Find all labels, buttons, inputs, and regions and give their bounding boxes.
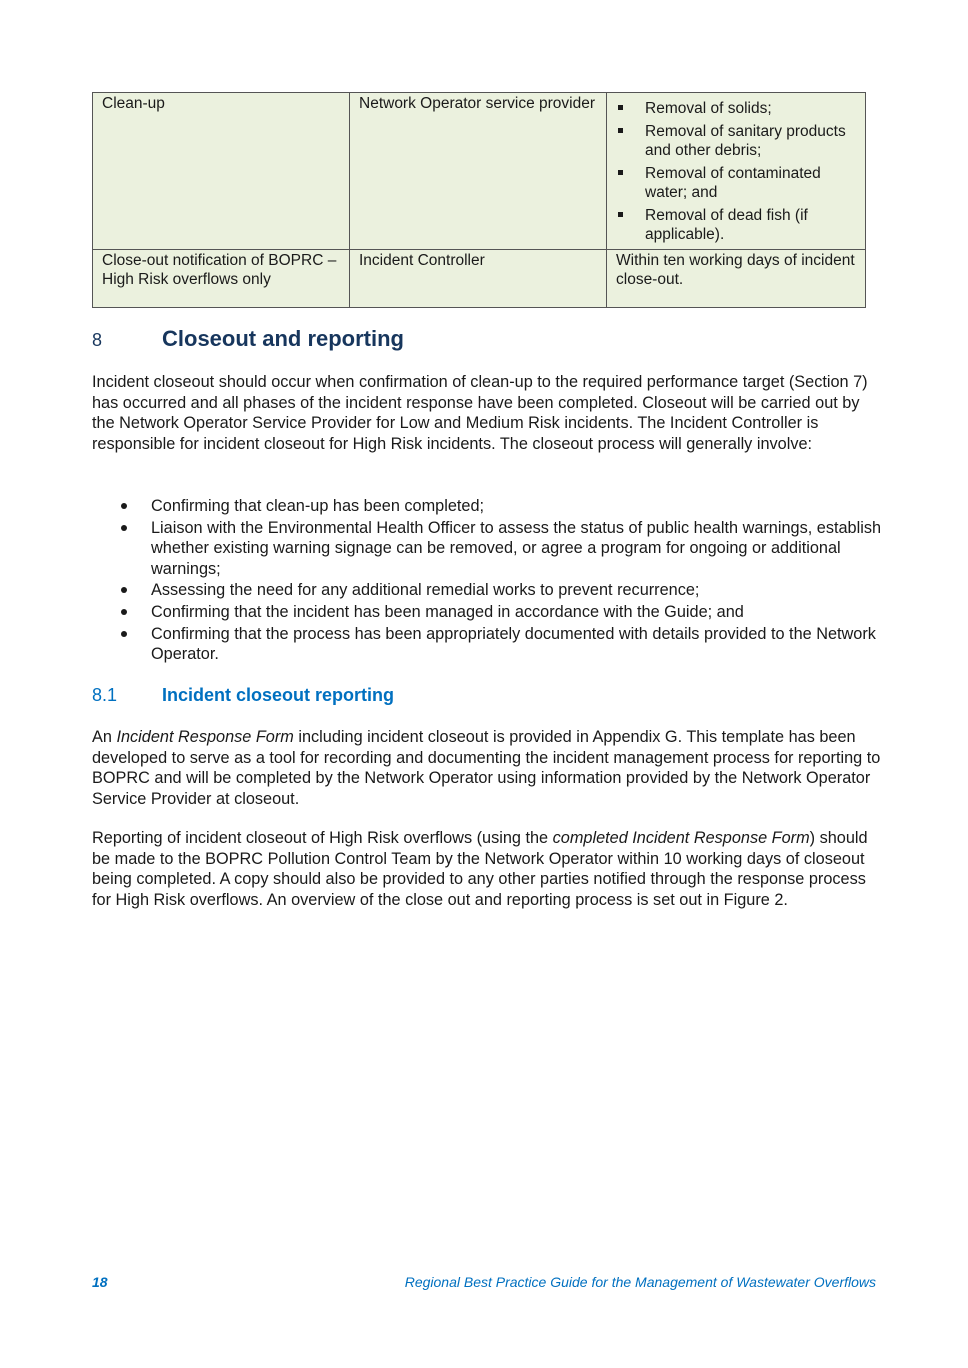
list-item: Removal of sanitary products and other debris; — [616, 122, 856, 160]
bullet-icon — [121, 631, 127, 637]
table-cell-responsibility: Network Operator service provider — [350, 93, 607, 250]
subsection-heading — [92, 685, 394, 706]
appendix-paragraph: An Incident Response Form including incident closeout is provided in Appendix G. This template has been developed to serve as a tool for recording and documenting the incident management process for reporting to BOPRC and will be completed by the Network Operator using information provided by the Network Operator Service Provider at closeout. — [92, 728, 881, 808]
requirement-list — [616, 99, 856, 244]
page-number: 18 — [92, 1274, 108, 1290]
table-row — [93, 250, 866, 308]
square-bullet-icon — [618, 128, 623, 133]
section-heading — [92, 326, 404, 352]
section-number: 8 — [92, 330, 103, 350]
section-title: Closeout and reporting — [162, 326, 404, 351]
table-cell-task: Clean-up — [93, 93, 350, 250]
intro-paragraph: Incident closeout should occur when confirmation of clean-up to the required performance target (Section 7) has occurred and all phases of the incident response have been completed. Closeout will be carried out by the Network Operator Service Provider for Low and Medium Risk incidents. The Incident Controller is responsible for incident closeout for High Risk incidents. The closeout process will generally involve: — [92, 373, 868, 453]
square-bullet-icon — [618, 212, 623, 217]
bullet-icon — [121, 525, 127, 531]
bullet-icon — [121, 503, 127, 509]
list-item: Confirming that the incident has been managed in accordance with the Guide; and — [92, 602, 882, 623]
table-cell-requirement: Within ten working days of incident close-out. — [607, 250, 866, 308]
table-row — [93, 93, 866, 250]
reporting-paragraph: Reporting of incident closeout of High Risk overflows (using the completed Incident Response Form) should be made to the BOPRC Pollution Control Team by the Network Operator within 10 working days of closeout being completed. A copy should also be provided to any other parties notified through the response process for High Risk overflows. An overview of the close out and reporting process is set out in Figure 2. — [92, 829, 868, 909]
table-cell-requirement — [607, 93, 866, 250]
subsection-title: Incident closeout reporting — [162, 685, 395, 705]
table-cell-responsibility: Incident Controller — [350, 250, 607, 308]
table-cell-task: Close-out notification of BOPRC – High Risk overflows only — [93, 250, 350, 308]
subsection-number: 8.1 — [92, 685, 118, 705]
list-item: Removal of dead fish (if applicable). — [616, 206, 856, 244]
list-item: Removal of solids; — [616, 99, 856, 118]
form-name: completed Incident Response Form — [552, 829, 810, 847]
form-name: Incident Response Form — [116, 728, 294, 746]
footer-title: Regional Best Practice Guide for the Management of Wastewater Overflows — [404, 1274, 876, 1290]
bullet-icon — [121, 609, 127, 615]
response-table — [92, 92, 866, 308]
square-bullet-icon — [618, 170, 623, 175]
list-item: Assessing the need for any additional remedial works to prevent recurrence; — [92, 580, 882, 601]
list-item: Confirming that clean-up has been completed; — [92, 496, 882, 517]
list-item: Confirming that the process has been appropriately documented with details provided to the Network Operator. — [92, 624, 882, 665]
square-bullet-icon — [618, 105, 623, 110]
list-item: Liaison with the Environmental Health Officer to assess the status of public health warnings, establish whether existing warning signage can be removed, or agree a program for ongoing or additional warnings; — [92, 518, 882, 580]
bullet-icon — [121, 587, 127, 593]
list-item: Removal of contaminated water; and — [616, 164, 856, 202]
closeout-steps-list — [92, 496, 882, 666]
